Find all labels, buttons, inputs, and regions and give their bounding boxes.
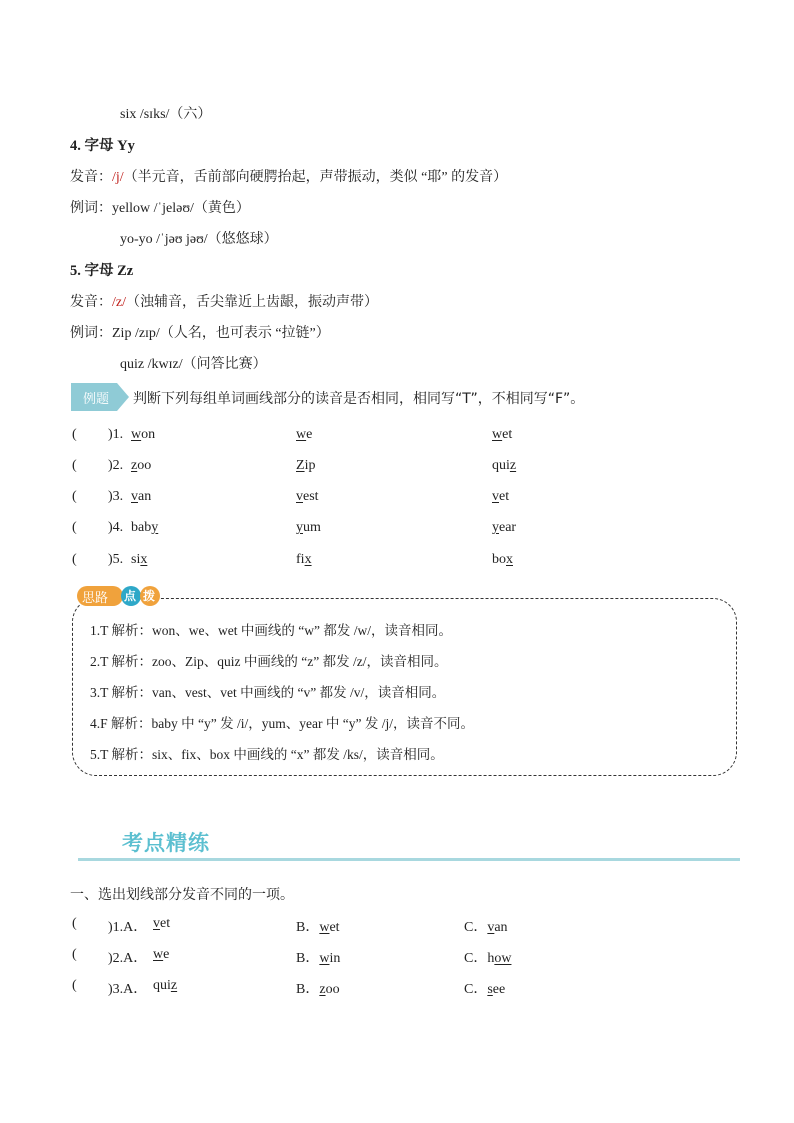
example-tag <box>71 383 129 411</box>
answer-blank-open[interactable]: ( <box>72 552 77 567</box>
example-tag-label: 例题 <box>82 392 109 407</box>
question-number: )5. <box>108 552 124 567</box>
answer-blank-open[interactable]: ( <box>72 916 77 931</box>
hint-label-text: 思路 <box>82 591 109 606</box>
answer-blank-open[interactable]: ( <box>72 947 77 962</box>
word-3: year <box>492 520 517 535</box>
option-b[interactable]: B．wet <box>296 920 340 935</box>
section-title: 考点精练 <box>122 831 210 855</box>
question-number: )3.A． <box>108 982 148 997</box>
question-number: )4. <box>108 520 124 535</box>
question-number: )2.A． <box>108 951 148 966</box>
heading-letter-yy: 4. 字母 Yy <box>70 138 135 154</box>
answer-blank-open[interactable]: ( <box>72 427 77 442</box>
answer-blank-open[interactable]: ( <box>72 458 77 473</box>
sound-description: （半元音，舌前部向硬腭抬起，声带振动，类似 “耶” 的发音） <box>123 170 508 185</box>
word-1: baby <box>131 520 159 535</box>
word-2: we <box>296 427 313 442</box>
question-number: )1. <box>108 427 124 442</box>
word-2: fix <box>296 552 312 567</box>
word-3: wet <box>492 427 513 442</box>
hint-answer-3: 3.T 解析：van、vest、vet 中画线的 “v” 都发 /v/，读音相同。 <box>90 685 446 700</box>
sound-description: （浊辅音，舌尖靠近上齿龈，振动声带） <box>126 295 378 310</box>
option-b[interactable]: B．zoo <box>296 982 340 997</box>
word-2: Zip <box>296 458 316 473</box>
hint-label-bo: 拨 <box>143 589 156 603</box>
word-3: vet <box>492 489 510 504</box>
section-divider <box>78 858 740 861</box>
yy-example-line-1 <box>70 197 250 217</box>
hint-answer-5: 5.T 解析：six、fix、box 中画线的 “x” 都发 /ks/，读音相同。 <box>90 747 444 762</box>
hint-answer-2: 2.T 解析：zoo、Zip、quiz 中画线的 “z” 都发 /z/，读音相同。 <box>90 654 448 669</box>
question-number: )2. <box>108 458 124 473</box>
zz-example-line-1 <box>70 322 330 342</box>
option-a[interactable]: vet <box>153 916 171 931</box>
example-word-six: six /sɪks/（六） <box>120 107 212 122</box>
answer-blank-open[interactable]: ( <box>72 489 77 504</box>
answer-blank-open[interactable]: ( <box>72 978 77 993</box>
word-1: six <box>131 552 148 567</box>
sound-label: 发音： <box>70 295 112 310</box>
phoneme-j: /j/ <box>112 170 124 185</box>
heading-letter-zz: 5. 字母 Zz <box>70 263 134 279</box>
question-heading: 一、选出划线部分发音不同的一项。 <box>70 887 294 903</box>
option-c[interactable]: C．how <box>464 951 512 966</box>
question-number: )3. <box>108 489 124 504</box>
answer-blank-open[interactable]: ( <box>72 520 77 535</box>
phoneme-z: /z/ <box>112 295 126 310</box>
word-1: won <box>131 427 156 442</box>
example-word-yoyo: yo-yo /ˈjəʊ jəʊ/（悠悠球） <box>120 232 278 247</box>
example-word-zip: Zip /zɪp/（人名，也可表示 “拉链”） <box>112 326 330 341</box>
word-2: vest <box>296 489 319 504</box>
option-c[interactable]: C．van <box>464 920 508 935</box>
word-3: quiz <box>492 458 517 473</box>
question-number: )1.A． <box>108 920 148 935</box>
example-word-yellow: yellow /ˈjeləʊ/（黄色） <box>112 201 250 216</box>
hint-label <box>77 585 159 606</box>
option-a[interactable]: quiz <box>153 978 178 993</box>
hint-label-dot: 点 <box>124 589 137 603</box>
example-instruction: 判断下列每组单词画线部分的读音是否相同，相同写“T”，不相同写“F”。 <box>133 391 585 407</box>
word-2: yum <box>296 520 321 535</box>
zz-sound-line <box>70 291 378 311</box>
sound-label: 发音： <box>70 170 112 185</box>
word-3: box <box>492 552 513 567</box>
example-label: 例词： <box>70 201 112 216</box>
hint-answer-1: 1.T 解析：won、we、wet 中画线的 “w” 都发 /w/，读音相同。 <box>90 623 452 638</box>
option-b[interactable]: B．win <box>296 951 341 966</box>
hint-answer-4: 4.F 解析：baby 中 “y” 发 /i/，yum、year 中 “y” 发 /j/，读音不同。 <box>90 716 474 731</box>
yy-sound-line <box>70 166 507 186</box>
word-1: van <box>131 489 152 504</box>
option-c[interactable]: C．see <box>464 982 506 997</box>
example-word-quiz: quiz /kwɪz/（问答比赛） <box>120 357 267 372</box>
example-label: 例词： <box>70 326 112 341</box>
option-a[interactable]: we <box>153 947 170 962</box>
word-1: zoo <box>131 458 152 473</box>
